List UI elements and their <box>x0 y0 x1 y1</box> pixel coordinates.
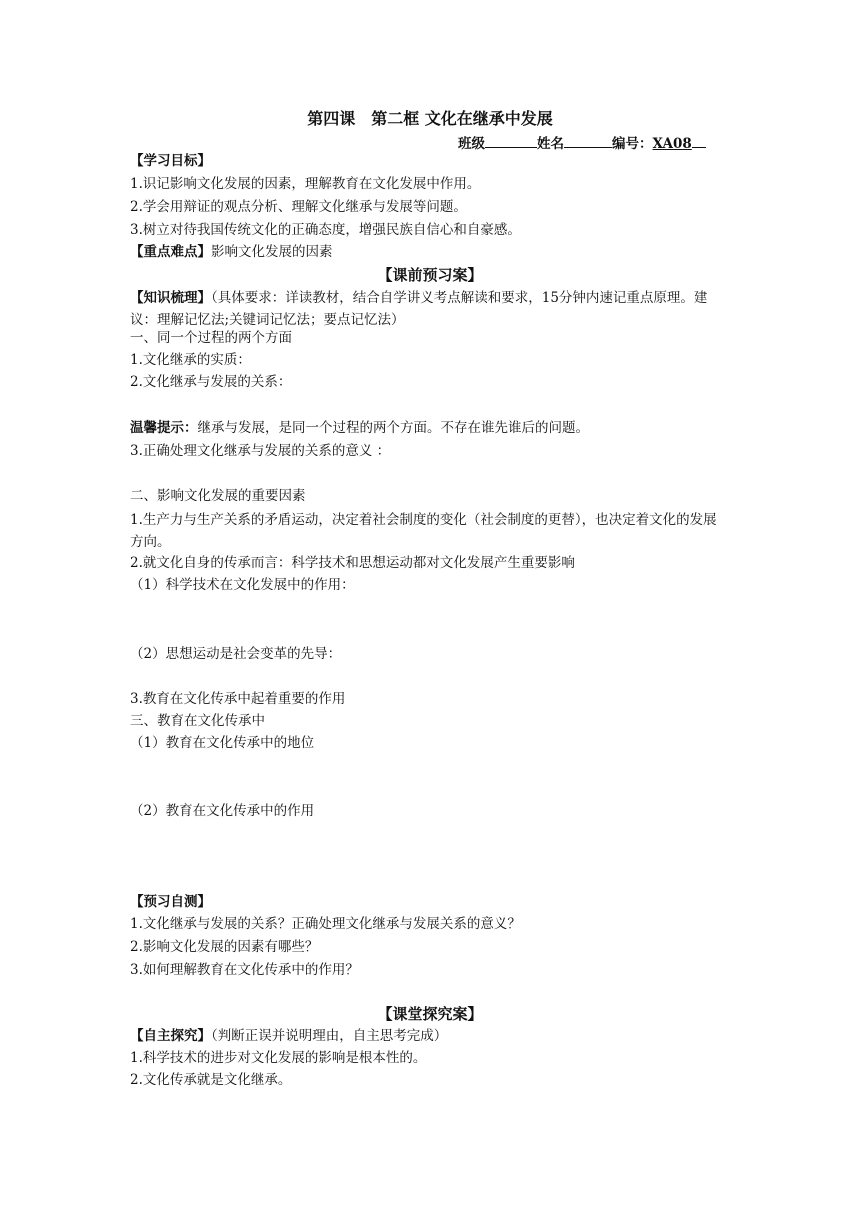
class-blank <box>485 134 537 148</box>
number-label: 编号： <box>612 136 653 152</box>
class-label: 班级 <box>458 136 485 152</box>
explore-item: 1.科学技术的进步对文化发展的影响是根本性的。 <box>130 1050 427 1066</box>
name-label: 姓名 <box>537 136 564 152</box>
keypoints-line <box>130 243 333 261</box>
objective-item: 2.学会用辩证的观点分析、理解文化继承与发展等问题。 <box>130 199 467 215</box>
part2-subitem: （2）思想运动是社会变革的先导： <box>130 646 342 662</box>
explore-note: （判断正误并说明理由，自主思考完成） <box>211 1028 448 1044</box>
keypoints-heading: 【重点难点】 <box>130 244 211 260</box>
part2-paragraph: 1.生产力与生产关系的矛盾运动，决定着社会制度的变化（社会制度的更替），也决定着文化的发展方向。 <box>130 512 717 550</box>
page-title: 第四课 第二框 文化在继承中发展 <box>307 109 553 128</box>
tip-label: 温馨提示： <box>130 420 198 436</box>
part2-paragraph: 3.教育在文化传承中起着重要的作用 <box>130 691 346 707</box>
part1-title: 一、同一个过程的两个方面 <box>130 330 292 346</box>
part1-question: 2.文化继承与发展的关系： <box>130 374 292 390</box>
selftest-item: 3.如何理解教育在文化传承中的作用？ <box>130 962 359 978</box>
keypoints-text: 影响文化发展的因素 <box>211 244 333 260</box>
selftest-item: 1.文化继承与发展的关系？正确处理文化继承与发展关系的意义？ <box>130 916 521 932</box>
knowledge-heading: 【知识梳理】 <box>130 290 211 306</box>
explore-item: 2.文化传承就是文化继承。 <box>130 1072 292 1088</box>
student-info-line <box>458 132 706 152</box>
part3-subitem: （1）教育在文化传承中的地位 <box>130 735 315 751</box>
part1-question: 1.文化继承的实质： <box>130 352 251 368</box>
tip-text: 继承与发展，是同一个过程的两个方面。不存在谁先谁后的问题。 <box>197 420 589 436</box>
selftest-heading: 【预习自测】 <box>130 894 211 910</box>
objective-item: 1.识记影响文化发展的因素，理解教育在文化发展中作用。 <box>130 176 481 192</box>
knowledge-text: （具体要求：详读教材，结合自学讲义考点解读和要求，15分钟内速记重点原理。建议：理解记忆法;关键词记忆法；要点记忆法） <box>130 290 708 328</box>
name-blank <box>564 134 612 148</box>
part3-title: 三、教育在文化传承中 <box>130 713 265 729</box>
part1-question: 3.正确处理文化继承与发展的关系的意义 ： <box>130 443 391 459</box>
part2-title: 二、影响文化发展的重要因素 <box>130 488 306 504</box>
tip-line <box>130 419 589 437</box>
explore-heading: 【自主探究】 <box>130 1028 211 1044</box>
knowledge-outline <box>130 287 730 331</box>
selftest-item: 2.影响文化发展的因素有哪些？ <box>130 939 319 955</box>
objective-item: 3.树立对待我国传统文化的正确态度，增强民族自信心和自豪感。 <box>130 222 521 238</box>
part2-paragraph: 2.就文化自身的传承而言：科学技术和思想运动都对文化发展产生重要影响 <box>130 555 575 571</box>
part2-subitem: （1）科学技术在文化发展中的作用： <box>130 577 355 593</box>
classroom-section-heading: 【课堂探究案】 <box>377 1005 483 1023</box>
explore-line <box>130 1027 447 1045</box>
preview-section-heading: 【课前预习案】 <box>377 266 483 284</box>
objectives-heading: 【学习目标】 <box>130 153 211 169</box>
part3-subitem: （2）教育在文化传承中的作用 <box>130 803 315 819</box>
number-value: XA08 <box>652 136 692 152</box>
